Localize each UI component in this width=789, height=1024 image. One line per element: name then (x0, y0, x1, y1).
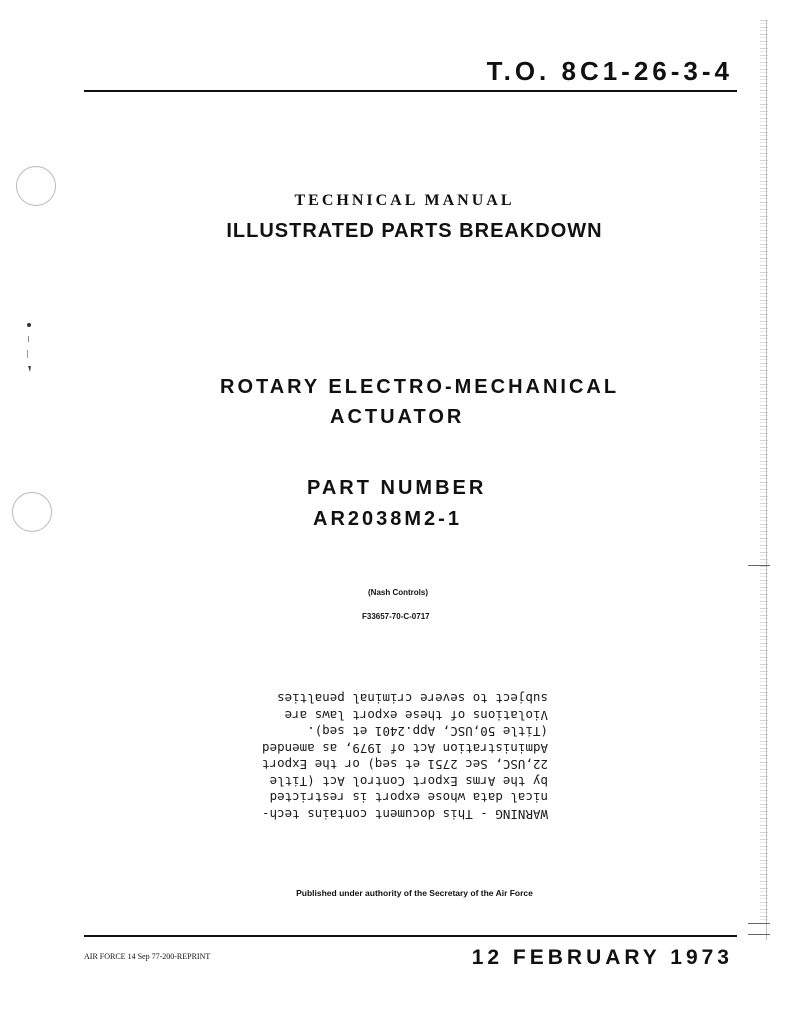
to-number: T.O. 8C1-26-3-4 (486, 56, 733, 86)
binder-hole-bottom (12, 492, 52, 532)
authority-statement: Published under authority of the Secretary of the Air Force (296, 888, 533, 898)
part-number-label: PART NUMBER (307, 477, 487, 499)
manual-subtitle: ILLUSTRATED PARTS BREAKDOWN (226, 220, 603, 242)
publication-date: 12 FEBRUARY 1973 (471, 946, 733, 969)
title-line-1: ROTARY ELECTRO-MECHANICAL (220, 376, 620, 398)
manufacturer: (Nash Controls) (368, 588, 428, 597)
title-line-2: ACTUATOR (330, 406, 465, 428)
binder-hole-top (16, 166, 56, 206)
manual-type: TECHNICAL MANUAL (294, 192, 515, 209)
export-warning-stamp: WARNING - This document contains tech- nical data whose export is restricted by the Arms Export Control Act (Title 22,USC, Sec 2751 et seq) or the Export Administration Act of 1979, as amended (Title 50,USC, App.2401 et seq). Violations of these export laws are subject to severe criminal penalties (262, 691, 548, 822)
part-number: AR2038M2-1 (313, 508, 462, 530)
edge-mark (748, 923, 770, 924)
contract-number: F33657-70-C-0717 (362, 612, 430, 621)
edge-mark (748, 565, 770, 566)
scan-specks (25, 322, 35, 374)
edge-mark (748, 934, 770, 935)
bottom-rule (84, 935, 737, 937)
scan-edge-line (766, 20, 767, 940)
print-code: AIR FORCE 14 Sep 77-200-REPRINT (84, 952, 211, 961)
top-rule (84, 90, 737, 92)
